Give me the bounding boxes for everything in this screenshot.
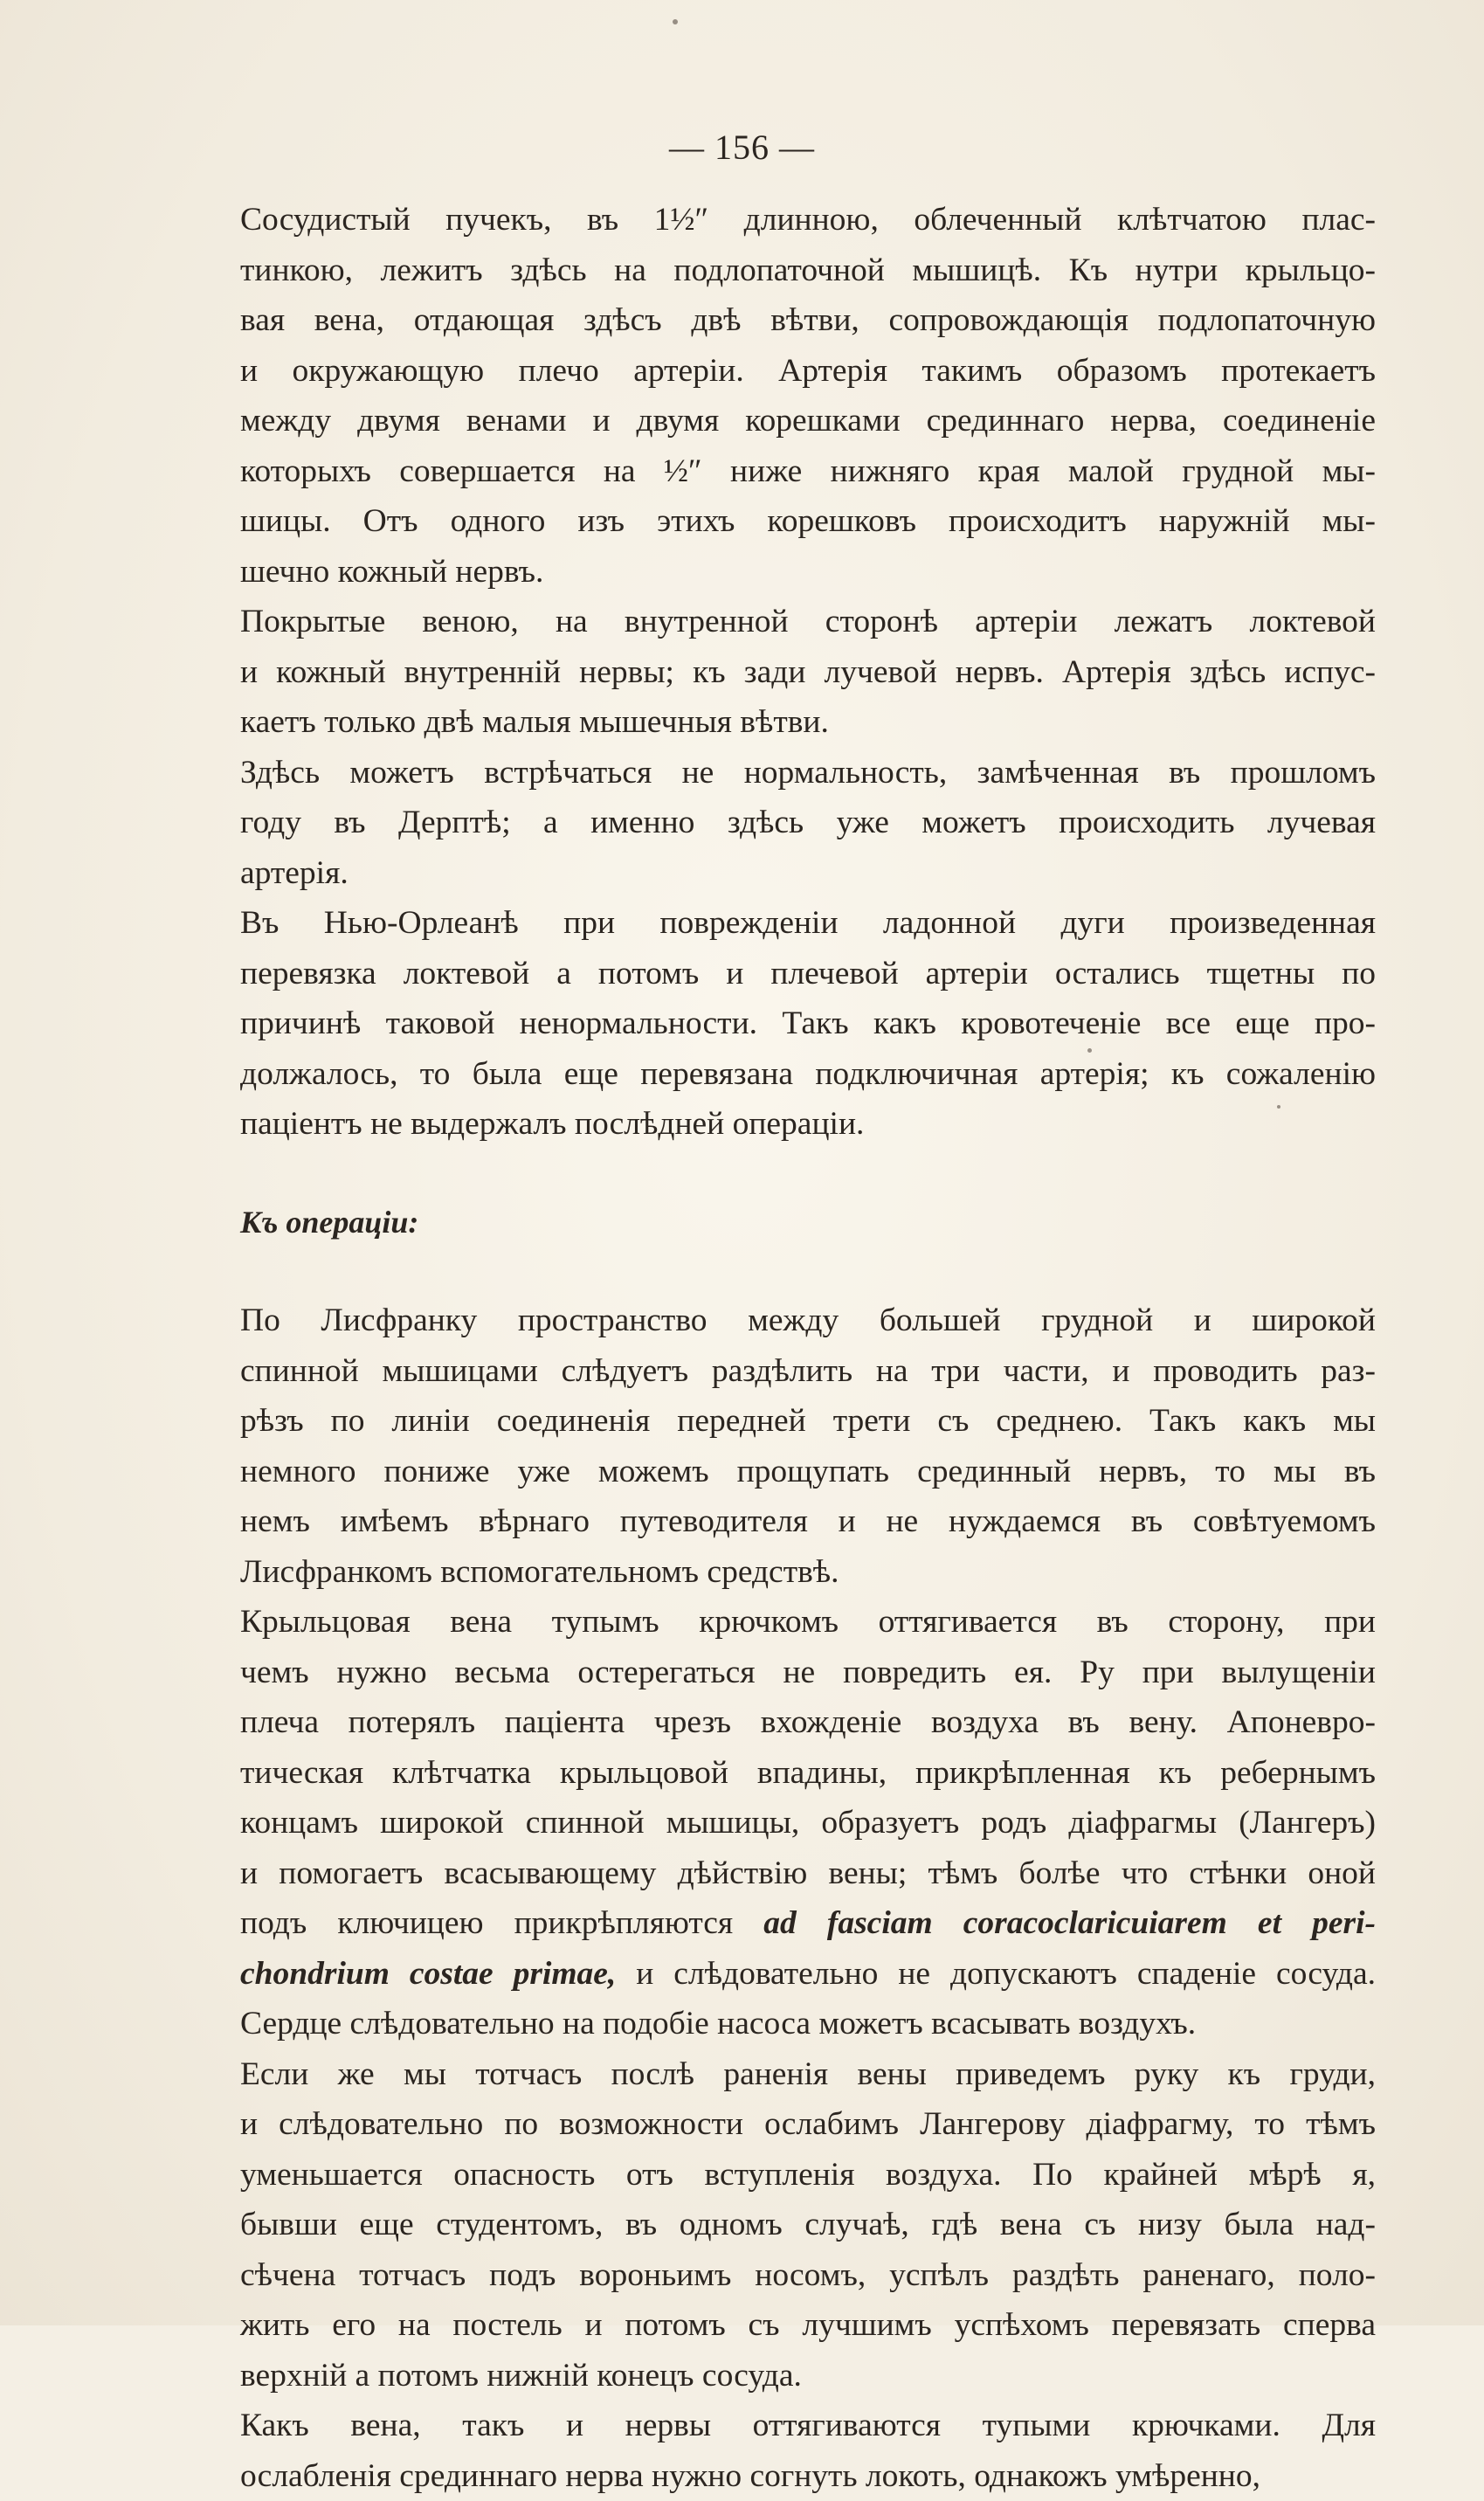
text-line: паціентъ не выдержалъ послѣдней операціи. — [240, 1099, 1376, 1150]
text-line: должалось, то была еще перевязана подключичная артерія; къ сожаленію — [240, 1049, 1376, 1100]
section-before-heading — [240, 195, 1376, 1150]
paragraph — [240, 2049, 1376, 2401]
text-line: немъ имѣемъ вѣрнаго путеводителя и не нуждаемся въ совѣтуемомъ — [240, 1496, 1376, 1547]
paragraph — [240, 597, 1376, 748]
text-line: ослабленія срединнаго нерва нужно согнуть локоть, однакожъ умѣренно, — [240, 2451, 1376, 2501]
text-line: верхній а потомъ нижній конецъ сосуда. — [240, 2351, 1376, 2401]
text-line: каетъ только двѣ малыя мышечныя вѣтви. — [240, 697, 1376, 748]
text-line: Сердце слѣдовательно на подобіе насоса можетъ всасывать воздухъ. — [240, 1999, 1376, 2049]
text-line: и окружающую плечо артеріи. Артерія такимъ образомъ протекаетъ — [240, 346, 1376, 397]
text-line: тическая клѣтчатка крыльцовой впадины, прикрѣпленная къ ребернымъ — [240, 1748, 1376, 1799]
text-line: которыхъ совершается на ½″ ниже нижняго края малой грудной мы- — [240, 446, 1376, 497]
text-line: Какъ вена, такъ и нервы оттягиваются тупыми крючками. Для — [240, 2401, 1376, 2451]
text-line: перевязка локтевой а потомъ и плечевой артеріи остались тщетны по — [240, 949, 1376, 999]
text-line: и кожный внутренній нервы; къ зади лучевой нервъ. Артерія здѣсь испус- — [240, 647, 1376, 698]
text-line: Крыльцовая вена тупымъ крючкомъ оттягивается въ сторону, при — [240, 1597, 1376, 1648]
text-line: артерія. — [240, 848, 1376, 899]
text-line: причинѣ таковой ненормальности. Такъ какъ кровотеченіе все еще про- — [240, 998, 1376, 1049]
text-line: тинкою, лежитъ здѣсь на подлопаточной мышицѣ. Къ нутри крыльцо- — [240, 245, 1376, 296]
section-heading: Къ операціи: — [240, 1198, 1376, 1248]
text-line: концамъ широкой спинной мышицы, образуетъ родъ діафрагмы (Лангеръ) — [240, 1798, 1376, 1848]
paragraph — [240, 1295, 1376, 1597]
paragraph — [240, 2401, 1376, 2501]
text-line: и помогаетъ всасывающему дѣйствію вены; тѣмъ болѣе что стѣнки оной — [240, 1848, 1376, 1899]
text-line: Если же мы тотчасъ послѣ раненія вены приведемъ руку къ груди, — [240, 2049, 1376, 2100]
text-line: Въ Нью-Орлеанѣ при поврежденіи ладонной дуги произведенная — [240, 898, 1376, 949]
text-line: шицы. Отъ одного изъ этихъ корешковъ происходитъ наружній мы- — [240, 496, 1376, 547]
text-line: немного пониже уже можемъ прощупать срединный нервъ, то мы въ — [240, 1447, 1376, 1497]
text-line: Лисфранкомъ вспомогательномъ средствѣ. — [240, 1547, 1376, 1598]
text-line: чемъ нужно весьма остерегаться не повредить ея. Ру при вылущеніи — [240, 1648, 1376, 1698]
text-line: бывши еще студентомъ, въ одномъ случаѣ, гдѣ вена съ низу была над- — [240, 2200, 1376, 2250]
text-line: шечно кожный нервъ. — [240, 547, 1376, 598]
section-after-heading — [240, 1295, 1376, 2501]
text-line: По Лисфранку пространство между большей грудной и широкой — [240, 1295, 1376, 1346]
paragraph — [240, 898, 1376, 1150]
text-line: плеча потерялъ паціента чрезъ вхожденіе воздуха въ вену. Апоневро- — [240, 1697, 1376, 1748]
text-line: уменьшается опасность отъ вступленія воздуха. По крайней мѣрѣ я, — [240, 2150, 1376, 2200]
paragraph — [240, 195, 1376, 597]
paragraph — [240, 748, 1376, 899]
print-speck — [1277, 1105, 1280, 1109]
text-line: вая вена, отдающая здѣсъ двѣ вѣтви, сопровождающія подлопаточную — [240, 295, 1376, 346]
print-speck — [1087, 1048, 1092, 1053]
text-line: chondrium costae primae, и слѣдовательно не допускаютъ спаденіе сосуда. — [240, 1949, 1376, 2000]
text-line: Здѣсь можетъ встрѣчаться не нормальность, замѣченная въ прошломъ — [240, 748, 1376, 798]
text-line: спинной мышицами слѣдуетъ раздѣлить на три части, и проводить раз- — [240, 1346, 1376, 1397]
text-line: сѣчена тотчасъ подъ вороньимъ носомъ, успѣлъ раздѣть раненаго, поло- — [240, 2250, 1376, 2301]
text-line: Покрытые веною, на внутренной сторонѣ артеріи лежатъ локтевой — [240, 597, 1376, 647]
text-line: Сосудистый пучекъ, въ 1½″ длинною, облеченный клѣтчатою плас- — [240, 195, 1376, 245]
text-line: и слѣдовательно по возможности ослабимъ Лангерову діафрагму, то тѣмъ — [240, 2099, 1376, 2150]
text-line: году въ Дерптѣ; а именно здѣсь уже можетъ происходить лучевая — [240, 798, 1376, 848]
text-line: подъ ключицею прикрѣпляются ad fasciam coracoclaricuiarem et peri- — [240, 1898, 1376, 1949]
page-number: — 156 — — [0, 127, 1484, 168]
text-line: между двумя венами и двумя корешками срединнаго нерва, соединеніе — [240, 396, 1376, 446]
print-speck — [673, 19, 678, 24]
text-line: рѣзъ по линіи соединенія передней трети съ среднею. Такъ какъ мы — [240, 1396, 1376, 1447]
paragraph — [240, 1597, 1376, 2049]
text-line: жить его на постель и потомъ съ лучшимъ успѣхомъ перевязать сперва — [240, 2300, 1376, 2351]
body-text — [240, 195, 1376, 2501]
